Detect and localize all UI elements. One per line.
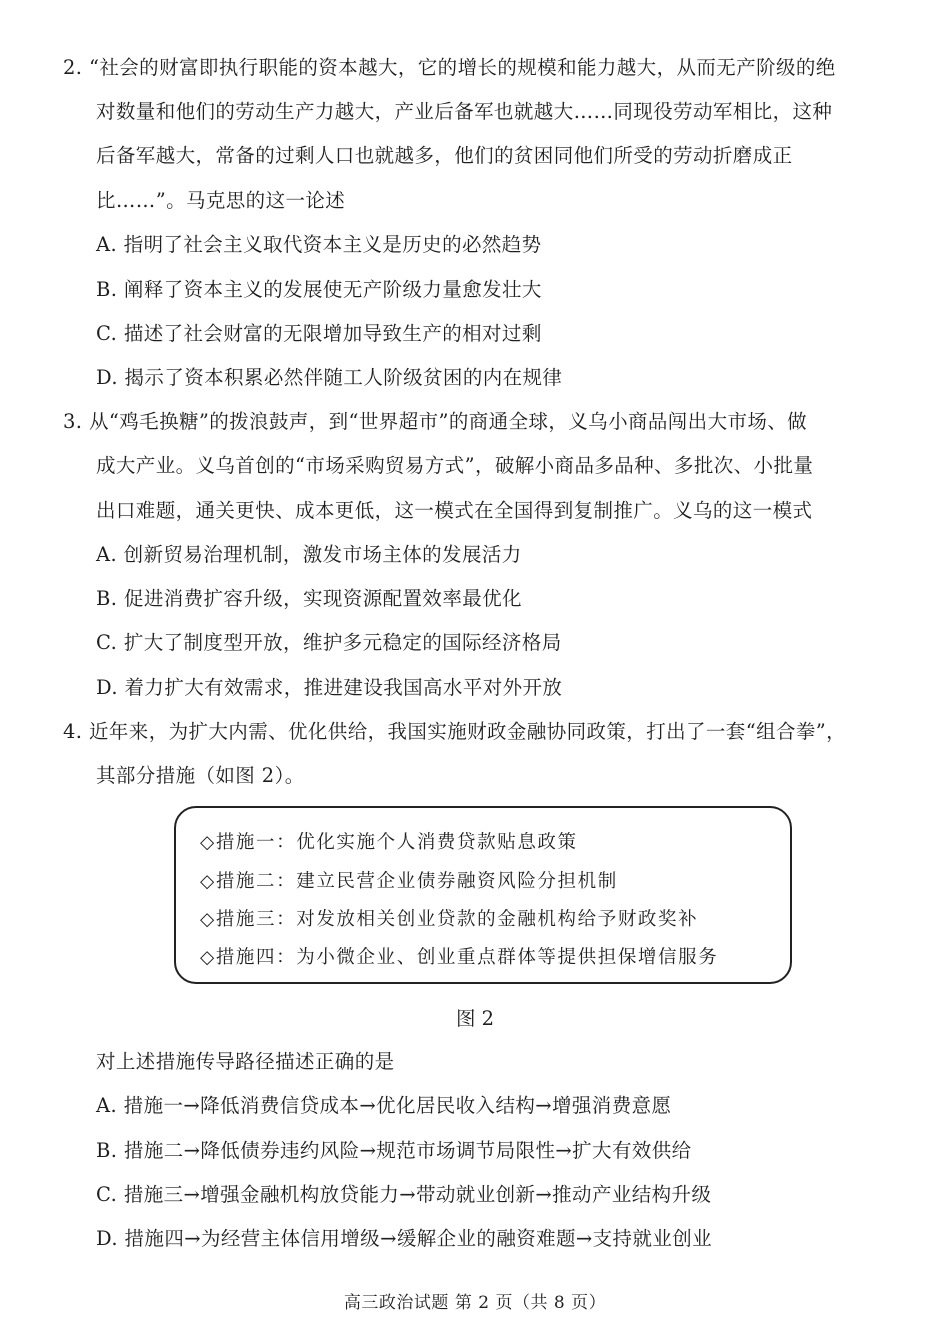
q2-stem-line-2: 对数量和他们的劳动生产力越大，产业后备军也就越大……同现役劳动军相比，这种 xyxy=(96,100,833,123)
q4-option-a: A. 措施一→降低消费信贷成本→优化居民收入结构→增强消费意愿 xyxy=(96,1094,672,1117)
q3-option-b: B. 促进消费扩容升级，实现资源配置效率最优化 xyxy=(96,587,522,610)
q2-option-a: A. 指明了社会主义取代资本主义是历史的必然趋势 xyxy=(96,233,542,256)
q3-stem-line-1: 3. 从“鸡毛换糖”的拨浪鼓声，到“世界超市”的商通全球，义乌小商品闯出大市场、做 xyxy=(63,410,808,433)
q4-option-c: C. 措施三→增强金融机构放贷能力→带动就业创新→推动产业结构升级 xyxy=(96,1183,712,1206)
q2-option-b: B. 阐释了资本主义的发展使无产阶级力量愈发壮大 xyxy=(96,278,542,301)
figure-2-measures-box xyxy=(174,806,792,984)
page-footer: 高三政治试题 第 2 页（共 8 页） xyxy=(343,1293,607,1313)
measure-1: ◇措施一：优化实施个人消费贷款贴息政策 xyxy=(200,832,578,853)
q4-prompt: 对上述措施传导路径描述正确的是 xyxy=(96,1050,395,1073)
measure-2: ◇措施二：建立民营企业债券融资风险分担机制 xyxy=(200,871,618,892)
q4-stem-line-1: 4. 近年来，为扩大内需、优化供给，我国实施财政金融协同政策，打出了一套“组合拳”， xyxy=(63,720,847,743)
q3-option-d: D. 着力扩大有效需求，推进建设我国高水平对外开放 xyxy=(96,676,563,699)
measure-3: ◇措施三：对发放相关创业贷款的金融机构给予财政奖补 xyxy=(200,909,699,930)
q4-option-d: D. 措施四→为经营主体信用增级→缓解企业的融资难题→支持就业创业 xyxy=(96,1227,713,1250)
q3-option-c: C. 扩大了制度型开放，维护多元稳定的国际经济格局 xyxy=(96,631,562,654)
q4-stem-line-2: 其部分措施（如图 2）。 xyxy=(96,764,305,787)
measure-4: ◇措施四：为小微企业、创业重点群体等提供担保增信服务 xyxy=(200,947,719,968)
q2-option-c: C. 描述了社会财富的无限增加导致生产的相对过剩 xyxy=(96,322,542,345)
q2-stem-line-1: 2. “社会的财富即执行职能的资本越大，它的增长的规模和能力越大，从而无产阶级的绝 xyxy=(63,56,836,79)
figure-caption: 图 2 xyxy=(455,1007,495,1030)
q2-stem-line-3: 后备军越大，常备的过剩人口也就越多，他们的贫困同他们所受的劳动折磨成正 xyxy=(96,144,793,167)
q3-option-a: A. 创新贸易治理机制，激发市场主体的发展活力 xyxy=(96,543,522,566)
q2-option-d: D. 揭示了资本积累必然伴随工人阶级贫困的内在规律 xyxy=(96,366,563,389)
q2-stem-line-4: 比……”。马克思的这一论述 xyxy=(96,189,346,212)
q3-stem-line-2: 成大产业。义乌首创的“市场采购贸易方式”，破解小商品多品种、多批次、小批量 xyxy=(96,454,814,477)
q3-stem-line-3: 出口难题，通关更快、成本更低，这一模式在全国得到复制推广。义乌的这一模式 xyxy=(96,499,813,522)
q4-option-b: B. 措施二→降低债券违约风险→规范市场调节局限性→扩大有效供给 xyxy=(96,1139,692,1162)
